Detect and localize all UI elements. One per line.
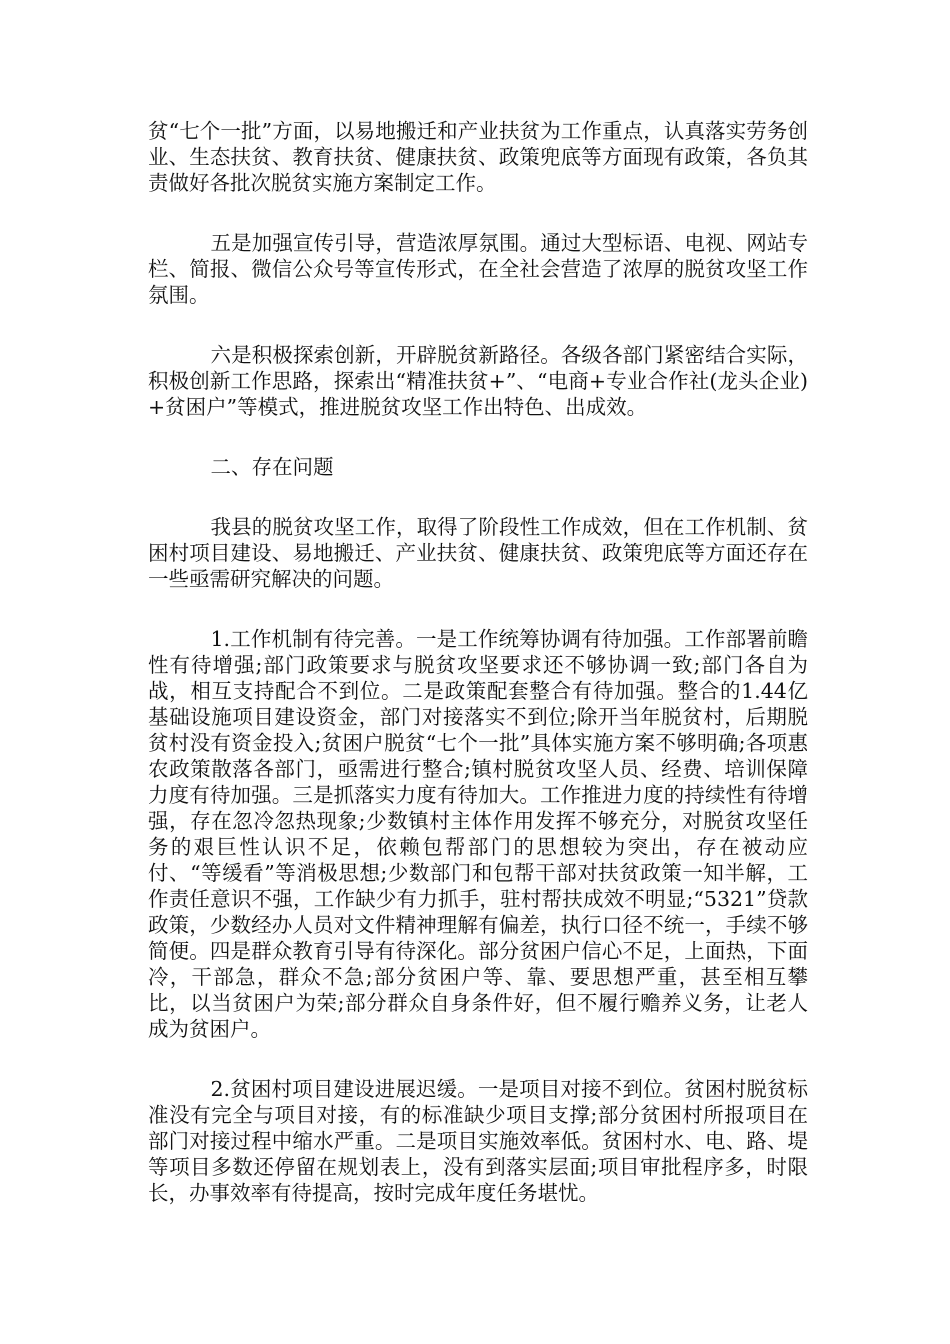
paragraph-innovation: 六是积极探索创新，开辟脱贫新路径。各级各部门紧密结合实际，积极创新工作思路，探索出“精准扶贫+”、“电商+专业合作社(龙头企业)+贫困户”等模式，推进脱贫攻坚工作出特色、出成效。 xyxy=(148,343,808,419)
paragraph-publicity: 五是加强宣传引导，营造浓厚氛围。通过大型标语、电视、网站专栏、简报、微信公众号等宣传形式，在全社会营造了浓厚的脱贫攻坚工作氛围。 xyxy=(148,231,808,307)
paragraph-village-projects: 2.贫困村项目建设进展迟缓。一是项目对接不到位。贫困村脱贫标准没有完全与项目对接，有的标准缺少项目支撑;部分贫困村所报项目在部门对接过程中缩水严重。二是项目实施效率低。贫困村水、电、路、堤等项目多数还停留在规划表上，没有到落实层面;项目审批程序多，时限长，办事效率有待提高，按时完成年度任务堪忧。 xyxy=(148,1077,808,1205)
paragraph-continued: 贫“七个一批”方面，以易地搬迁和产业扶贫为工作重点，认真落实劳务创业、生态扶贫、教育扶贫、健康扶贫、政策兜底等方面现有政策，各负其责做好各批次脱贫实施方案制定工作。 xyxy=(148,119,808,195)
section-heading-problems: 二、存在问题 xyxy=(210,455,334,479)
document-page xyxy=(148,118,808,1206)
paragraph-problems-intro: 我县的脱贫攻坚工作，取得了阶段性工作成效，但在工作机制、贫困村项目建设、易地搬迁、产业扶贫、健康扶贫、政策兜底等方面还存在一些亟需研究解决的问题。 xyxy=(148,515,808,591)
paragraph-work-mechanism: 1.工作机制有待完善。一是工作统筹协调有待加强。工作部署前瞻性有待增强;部门政策要求与脱贫攻坚要求还不够协调一致;部门各自为战，相互支持配合不到位。二是政策配套整合有待加强。整合的1.44亿基础设施项目建设资金，部门对接落实不到位;除开当年脱贫村，后期脱贫村没有资金投入;贫困户脱贫“七个一批”具体实施方案不够明确;各项惠农政策散落各部门，亟需进行整合;镇村脱贫攻坚人员、经费、培训保障力度有待加强。三是抓落实力度有待加大。工作推进力度的持续性有待增强，存在忽冷忽热现象;少数镇村主体作用发挥不够充分，对脱贫攻坚任务的艰巨性认识不足，依赖包帮部门的思想较为突出，存在被动应付、“等缓看”等消极思想;少数部门和包帮干部对扶贫政策一知半解，工作责任意识不强，工作缺少有力抓手，驻村帮扶成效不明显;“5321”贷款政策，少数经办人员对文件精神理解有偏差，执行口径不统一，手续不够简便。四是群众教育引导有待深化。部分贫困户信心不足，上面热，下面冷，干部急，群众不急;部分贫困户等、靠、要思想严重，甚至相互攀比，以当贫困户为荣;部分群众自身条件好，但不履行赡养义务，让老人成为贫困户。 xyxy=(148,627,808,1041)
